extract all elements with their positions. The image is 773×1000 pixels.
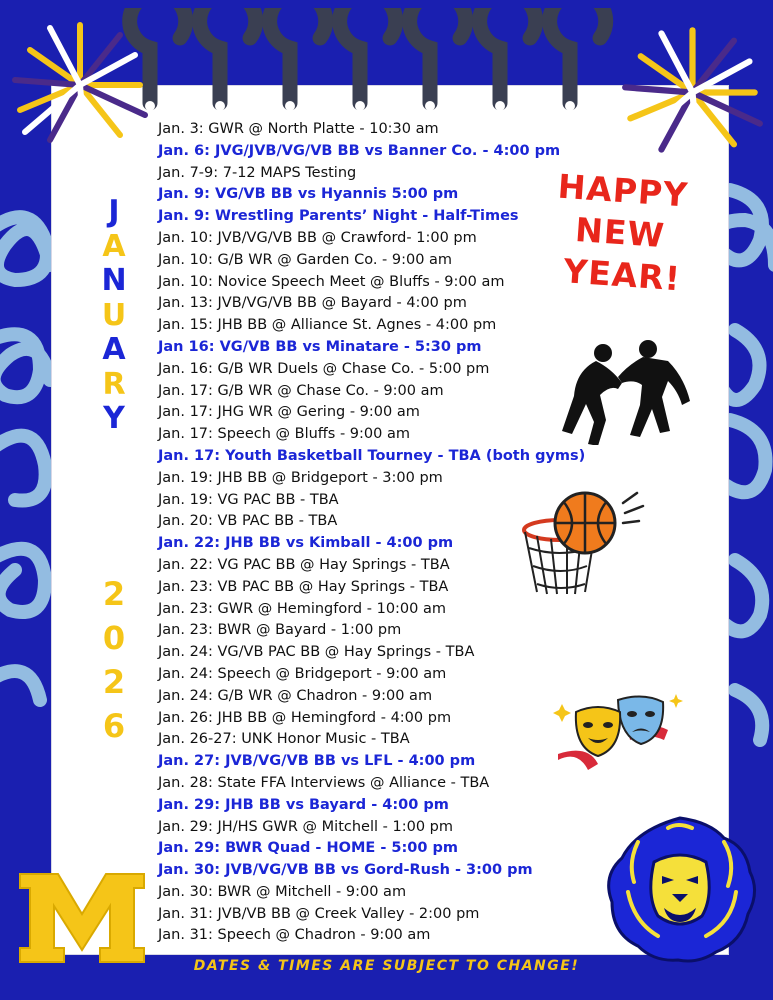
pompom-icon [620, 25, 765, 160]
year-digit: 2 [102, 663, 126, 701]
year-digit: 0 [102, 619, 126, 657]
greeting-line-1: HAPPY NEW [556, 166, 690, 256]
event-item: Jan. 17: JHG WR @ Gering - 9:00 am [158, 404, 420, 421]
event-item: Jan. 24: G/B WR @ Chadron - 9:00 am [158, 687, 433, 704]
event-item: Jan. 31: Speech @ Chadron - 9:00 am [158, 927, 431, 944]
event-item: Jan. 28: State FFA Interviews @ Alliance - TBA [158, 774, 490, 791]
wrestlers-icon [548, 335, 698, 445]
year-digit: 6 [102, 707, 126, 745]
event-item-home: Jan. 9: VG/VB BB vs Hyannis 5:00 pm [158, 186, 459, 203]
event-item-home: Jan. 27: JVB/VG/VB BB vs LFL - 4:00 pm [158, 753, 476, 770]
event-item: Jan. 23: GWR @ Hemingford - 10:00 am [158, 600, 446, 617]
year-title [100, 572, 128, 748]
event-item: Jan. 26-27: UNK Honor Music - TBA [158, 731, 410, 748]
event-item-home: Jan. 29: BWR Quad - HOME - 5:00 pm [158, 840, 458, 857]
event-item: Jan. 10: Novice Speech Meet @ Bluffs - 9:00 am [158, 273, 505, 290]
year-digit: 2 [102, 575, 126, 613]
event-item: Jan. 17: Speech @ Bluffs - 9:00 am [158, 426, 410, 443]
month-letter: Y [103, 401, 125, 436]
footer-disclaimer: DATES & TIMES ARE SUBJECT TO CHANGE! [193, 958, 580, 974]
month-title [100, 195, 128, 437]
event-item: Jan. 19: JHB BB @ Bridgeport - 3:00 pm [158, 469, 443, 486]
event-item: Jan. 7-9: 7-12 MAPS Testing [158, 164, 357, 181]
month-letter: U [101, 297, 127, 333]
lion-mascot-icon [598, 812, 763, 967]
event-item: Jan. 3: GWR @ North Platte - 10:30 am [158, 121, 439, 137]
event-item: Jan. 16: G/B WR Duels @ Chase Co. - 5:00 pm [158, 360, 490, 377]
event-item: Jan. 23: VB PAC BB @ Hay Springs - TBA [158, 578, 449, 595]
event-item: Jan. 23: BWR @ Bayard - 1:00 pm [158, 622, 402, 639]
event-item: Jan. 13: JVB/VG/VB BB @ Bayard - 4:00 pm [158, 295, 467, 312]
event-item-home: Jan. 9: Wrestling Parents’ Night - Half-Times [158, 208, 519, 225]
month-letter: J [108, 194, 120, 229]
event-item: Jan. 24: Speech @ Bridgeport - 9:00 am [158, 665, 447, 682]
logo-letter: M [12, 862, 13, 863]
month-letter: A [102, 228, 126, 264]
month-letter: A [102, 332, 126, 367]
event-item-home: Jan. 30: JVB/VG/VB BB vs Gord-Rush - 3:00 pm [158, 862, 533, 879]
letter-m-logo [12, 862, 152, 972]
event-item-home: Jan. 22: JHB BB vs Kimball - 4:00 pm [158, 535, 454, 552]
event-item: Jan. 30: BWR @ Mitchell - 9:00 am [158, 883, 407, 900]
event-item-home: Jan. 17: Youth Basketball Tourney - TBA (both gyms) [158, 447, 586, 464]
theater-masks-icon [548, 690, 688, 780]
pompom-icon [10, 20, 150, 150]
greeting-line-2: YEAR! [562, 251, 683, 299]
basketball-hoop-icon [515, 488, 655, 603]
event-item-home: Jan. 29: JHB BB vs Bayard - 4:00 pm [158, 796, 449, 813]
event-item: Jan. 24: VG/VB PAC BB @ Hay Springs - TBA [158, 644, 475, 661]
event-item: Jan. 15: JHB BB @ Alliance St. Agnes - 4:00 pm [158, 317, 497, 334]
event-item-home: Jan 16: VG/VB BB vs Minatare - 5:30 pm [158, 338, 482, 355]
month-letter: R [102, 366, 126, 402]
event-item: Jan. 31: JVB/VB BB @ Creek Valley - 2:00 pm [158, 905, 480, 922]
month-letter: N [101, 263, 127, 298]
event-item: Jan. 17: G/B WR @ Chase Co. - 9:00 am [158, 382, 444, 399]
spiral-ring-icon [120, 8, 660, 128]
event-item: Jan. 22: VG PAC BB @ Hay Springs - TBA [158, 556, 450, 573]
event-item: Jan. 20: VB PAC BB - TBA [158, 513, 338, 530]
event-item: Jan. 26: JHB BB @ Hemingford - 4:00 pm [158, 709, 452, 726]
event-item: Jan. 10: G/B WR @ Garden Co. - 9:00 am [158, 251, 453, 268]
event-item: Jan. 29: JH/HS GWR @ Mitchell - 1:00 pm [158, 818, 453, 835]
event-item: Jan. 10: JVB/VG/VB BB @ Crawford- 1:00 pm [158, 229, 477, 246]
event-item-home: Jan. 6: JVG/JVB/VG/VB BB vs Banner Co. - 4:00 pm [158, 142, 561, 159]
happy-new-year [506, 162, 734, 303]
event-item: Jan. 19: VG PAC BB - TBA [158, 491, 339, 508]
